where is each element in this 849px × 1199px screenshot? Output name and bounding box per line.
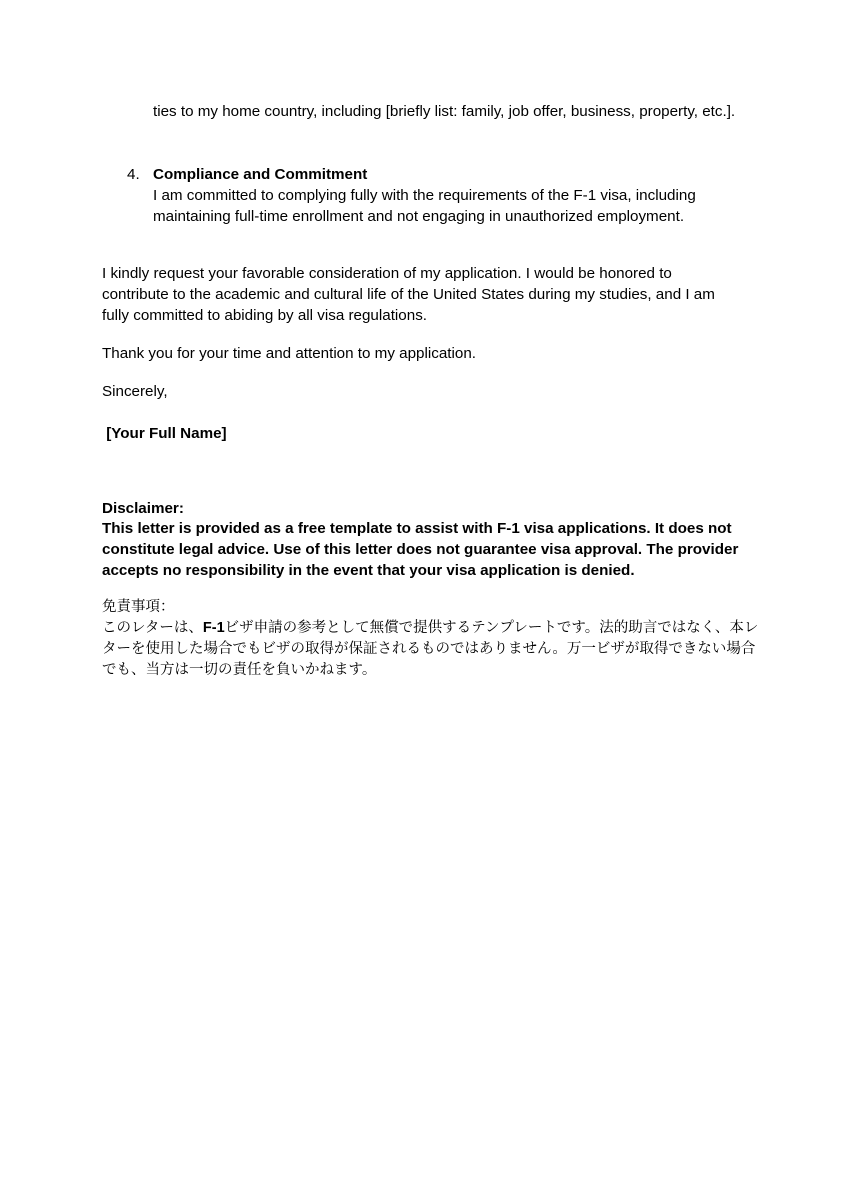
ties-continuation-text: ties to my home country, including [briefly list: family, job offer, business, property, etc.]. [153,103,736,120]
list-item-number: 4. [127,166,140,183]
signature-name: [Your Full Name] [102,425,227,442]
japanese-disclaimer-visa-type: F-1 [202,620,225,636]
sign-off: Sincerely, [102,383,168,400]
thanks-line: Thank you for your time and attention to my application. [102,345,476,362]
list-item-title: Compliance and Commitment [153,166,368,183]
closing-paragraph: I kindly request your favorable consideration of my application. I would be honored to contribute to the academic and cultural life of the United States during my studies, and I am fully committed to abiding by all visa regulations. [102,265,715,324]
japanese-disclaimer-heading: 免責事項： [102,599,175,615]
japanese-disclaimer-text [102,618,762,681]
japanese-disclaimer-text-end: ビザ申請の参考として無償で提供するテンプレートです。法的助言ではなく、本レターを使用した場合でもビザの取得が保証されるものではありません。万一ビザが取得できない場合でも、当方は一切の責任を負いかねます。 [102,620,759,678]
japanese-disclaimer-text-start: このレターは、 [102,620,203,636]
list-item-body: I am committed to complying fully with the requirements of the F-1 visa, including maintaining full-time enrollment and not engaging in unauthorized employment. [153,187,696,225]
disclaimer-text: This letter is provided as a free template to assist with F-1 visa applications. It does not constitute legal advice. Use of this letter does not guarantee visa approval. The provider accepts no responsibility in the event that your visa application is denied. [102,520,739,579]
disclaimer-heading: Disclaimer: [102,500,184,517]
